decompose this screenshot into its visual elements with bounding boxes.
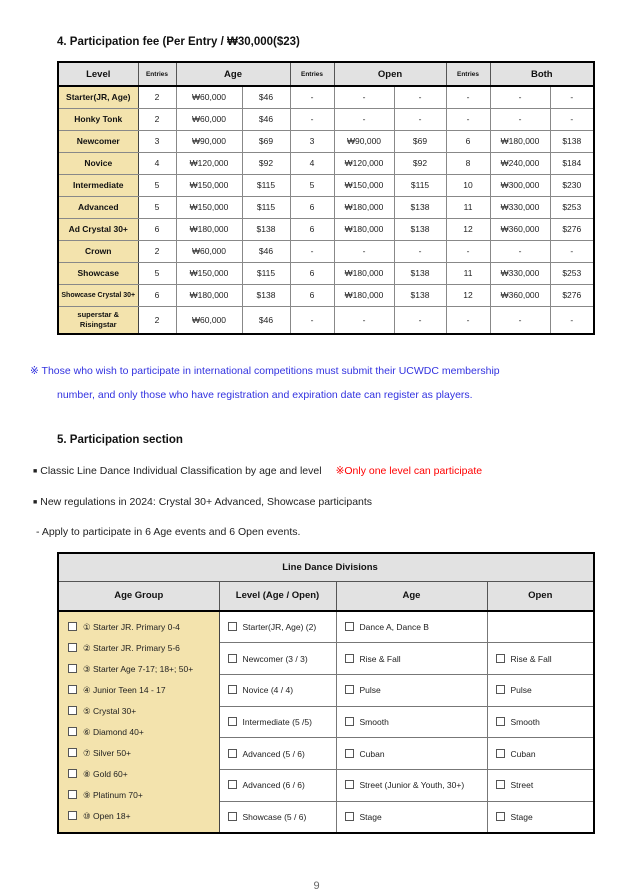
age-group-item <box>68 764 219 785</box>
division-age-cell <box>336 643 487 675</box>
checkbox[interactable] <box>228 717 237 726</box>
checkbox[interactable] <box>345 780 354 789</box>
fee-level: Showcase <box>58 262 138 284</box>
division-label: Rise & Fall <box>359 653 401 664</box>
division-label: Starter(JR, Age) (2) <box>242 622 317 633</box>
fee-cell: - <box>290 108 334 130</box>
age-group-label: ⑧ Gold 60+ <box>83 769 128 779</box>
fee-header-entries: Entries <box>138 62 176 86</box>
division-age-cell <box>336 706 487 738</box>
division-label: Smooth <box>359 716 389 727</box>
fee-cell: - <box>290 86 334 108</box>
fee-cell: - <box>550 306 594 334</box>
fee-cell: $138 <box>394 284 446 306</box>
fee-table-row <box>58 130 594 152</box>
division-open-cell <box>487 801 594 833</box>
bullet1-text: Classic Line Dance Individual Classification by age and level <box>40 465 322 477</box>
fee-cell: ₩180,000 <box>334 218 394 240</box>
fee-cell: - <box>334 86 394 108</box>
fee-cell: 12 <box>446 218 490 240</box>
fee-cell: 5 <box>138 262 176 284</box>
fee-cell: - <box>446 86 490 108</box>
division-level-cell <box>219 674 336 706</box>
division-label: Street (Junior & Youth, 30+) <box>359 780 465 791</box>
fee-cell: ₩150,000 <box>176 196 242 218</box>
checkbox[interactable] <box>496 780 505 789</box>
fee-level: Crown <box>58 240 138 262</box>
division-label: Rise & Fall <box>510 653 552 664</box>
division-age-cell <box>336 801 487 833</box>
fee-cell: $230 <box>550 174 594 196</box>
fee-cell: - <box>446 108 490 130</box>
fee-cell: ₩300,000 <box>490 174 550 196</box>
fee-cell: - <box>550 86 594 108</box>
fee-cell: 10 <box>446 174 490 196</box>
fee-cell: - <box>490 240 550 262</box>
fee-cell: ₩180,000 <box>490 130 550 152</box>
fee-cell: - <box>446 306 490 334</box>
checkbox[interactable] <box>228 812 237 821</box>
fee-cell: - <box>490 86 550 108</box>
fee-cell: 2 <box>138 306 176 334</box>
fee-cell: ₩150,000 <box>334 174 394 196</box>
fee-table-row <box>58 306 594 334</box>
fee-cell: 3 <box>138 130 176 152</box>
checkbox[interactable] <box>68 769 77 778</box>
square-bullet-icon: ■ <box>33 467 38 475</box>
checkbox[interactable] <box>68 706 77 715</box>
fee-header-entries: Entries <box>446 62 490 86</box>
fee-cell: $115 <box>242 262 290 284</box>
division-level-cell <box>219 770 336 802</box>
divisions-header-age: Age <box>336 581 487 611</box>
fee-cell: 6 <box>446 130 490 152</box>
division-label: Intermediate (5 /5) <box>242 716 312 727</box>
fee-cell: $92 <box>242 152 290 174</box>
age-group-item <box>68 701 219 722</box>
apply-line: - Apply to participate in 6 Age events and 6 Open events. <box>36 526 301 538</box>
fee-cell: $69 <box>394 130 446 152</box>
division-label: Novice (4 / 4) <box>242 685 294 696</box>
age-group-label: ⑨ Platinum 70+ <box>83 790 143 800</box>
fee-cell: 2 <box>138 240 176 262</box>
fee-cell: $253 <box>550 196 594 218</box>
fee-cell: ₩180,000 <box>176 284 242 306</box>
checkbox[interactable] <box>345 685 354 694</box>
bullet1-red-note: ※Only one level can participate <box>335 465 483 477</box>
checkbox[interactable] <box>68 748 77 757</box>
checkbox[interactable] <box>345 812 354 821</box>
division-label: Newcomer (3 / 3) <box>242 653 308 664</box>
membership-note <box>30 359 593 407</box>
fee-cell: $276 <box>550 218 594 240</box>
membership-note-line2: number, and only those who have registration and expiration date can register as players. <box>57 389 473 401</box>
fee-cell: $46 <box>242 108 290 130</box>
fee-cell: $184 <box>550 152 594 174</box>
fee-cell: $115 <box>242 174 290 196</box>
fee-table-row <box>58 218 594 240</box>
checkbox[interactable] <box>68 622 77 631</box>
checkbox[interactable] <box>496 812 505 821</box>
divisions-header-age-group: Age Group <box>58 581 219 611</box>
section4-title: 4. Participation fee (Per Entry / ₩30,000($23) <box>57 36 300 48</box>
divisions-header-row <box>58 581 594 611</box>
division-label: Pulse <box>510 685 532 696</box>
fee-cell: $115 <box>242 196 290 218</box>
fee-cell: 6 <box>290 262 334 284</box>
fee-cell: ₩60,000 <box>176 86 242 108</box>
fee-header-level: Level <box>58 62 138 86</box>
fee-cell: $138 <box>242 218 290 240</box>
age-group-item <box>68 659 219 680</box>
division-open-cell <box>487 611 594 643</box>
age-group-label: ⑥ Diamond 40+ <box>83 727 144 737</box>
fee-cell: $138 <box>550 130 594 152</box>
fee-cell: $46 <box>242 240 290 262</box>
division-open-cell <box>487 738 594 770</box>
fee-cell: 3 <box>290 130 334 152</box>
fee-cell: 4 <box>138 152 176 174</box>
fee-cell: ₩150,000 <box>176 174 242 196</box>
divisions-table-title: Line Dance Divisions <box>58 553 594 581</box>
fee-cell: - <box>394 306 446 334</box>
participation-fee-table <box>57 61 595 335</box>
fee-cell: ₩180,000 <box>334 196 394 218</box>
fee-cell: 6 <box>290 218 334 240</box>
division-label: Stage <box>510 811 533 822</box>
fee-table-row <box>58 86 594 108</box>
membership-note-line1: ※ Those who wish to participate in international competitions must submit their UCWDC membership <box>30 365 500 377</box>
checkbox[interactable] <box>496 685 505 694</box>
checkbox[interactable] <box>345 654 354 663</box>
fee-level: Honky Tonk <box>58 108 138 130</box>
age-group-label: ② Starter JR. Primary 5-6 <box>83 643 180 653</box>
checkbox[interactable] <box>68 811 77 820</box>
fee-cell: $253 <box>550 262 594 284</box>
fee-cell: 6 <box>138 284 176 306</box>
checkbox[interactable] <box>68 727 77 736</box>
fee-table-row <box>58 174 594 196</box>
page-number: 9 <box>313 880 320 892</box>
checkbox[interactable] <box>228 685 237 694</box>
fee-cell: ₩330,000 <box>490 196 550 218</box>
fee-cell: 2 <box>138 108 176 130</box>
fee-table-row <box>58 108 594 130</box>
fee-cell: ₩90,000 <box>334 130 394 152</box>
bullet-new-regulations <box>33 496 593 508</box>
fee-level: Intermediate <box>58 174 138 196</box>
fee-cell: ₩60,000 <box>176 240 242 262</box>
division-level-cell <box>219 643 336 675</box>
fee-cell: $138 <box>394 262 446 284</box>
fee-table-row <box>58 262 594 284</box>
fee-cell: ₩360,000 <box>490 218 550 240</box>
fee-cell: ₩180,000 <box>334 262 394 284</box>
fee-cell: 11 <box>446 196 490 218</box>
fee-cell: $138 <box>242 284 290 306</box>
checkbox[interactable] <box>496 749 505 758</box>
fee-cell: $138 <box>394 196 446 218</box>
fee-cell: $46 <box>242 86 290 108</box>
age-group-item <box>68 743 219 764</box>
fee-header-entries: Entries <box>290 62 334 86</box>
age-group-item <box>68 638 219 659</box>
checkbox[interactable] <box>345 622 354 631</box>
checkbox[interactable] <box>68 664 77 673</box>
bullet-classic-line-dance <box>33 465 593 477</box>
fee-cell: 6 <box>138 218 176 240</box>
division-level-cell <box>219 801 336 833</box>
fee-cell: ₩240,000 <box>490 152 550 174</box>
fee-cell: $115 <box>394 174 446 196</box>
division-label: Cuban <box>359 748 385 759</box>
age-group-item <box>68 722 219 743</box>
division-label: Stage <box>359 811 382 822</box>
divisions-header-open: Open <box>487 581 594 611</box>
division-level-cell <box>219 611 336 643</box>
checkbox[interactable] <box>496 654 505 663</box>
fee-cell: ₩330,000 <box>490 262 550 284</box>
fee-cell: - <box>394 86 446 108</box>
fee-cell: ₩120,000 <box>176 152 242 174</box>
checkbox[interactable] <box>228 654 237 663</box>
age-group-label: ⑦ Silver 50+ <box>83 748 132 758</box>
division-age-cell <box>336 674 487 706</box>
fee-cell: $69 <box>242 130 290 152</box>
fee-cell: $92 <box>394 152 446 174</box>
fee-cell: - <box>550 108 594 130</box>
square-bullet-icon: ■ <box>33 498 38 506</box>
division-open-cell <box>487 770 594 802</box>
fee-cell: 2 <box>138 86 176 108</box>
fee-cell: 12 <box>446 284 490 306</box>
fee-level: Advanced <box>58 196 138 218</box>
fee-cell: 6 <box>290 196 334 218</box>
age-group-cell <box>58 611 219 833</box>
divisions-title-row <box>58 553 594 581</box>
division-age-cell <box>336 738 487 770</box>
division-label: Cuban <box>510 748 536 759</box>
fee-cell: ₩180,000 <box>334 284 394 306</box>
fee-table-row <box>58 196 594 218</box>
fee-cell: 4 <box>290 152 334 174</box>
division-open-cell <box>487 643 594 675</box>
division-label: Smooth <box>510 716 540 727</box>
age-group-label: ④ Junior Teen 14 - 17 <box>83 685 166 695</box>
checkbox[interactable] <box>228 749 237 758</box>
fee-cell: - <box>334 108 394 130</box>
checkbox[interactable] <box>68 790 77 799</box>
fee-table-row <box>58 152 594 174</box>
divisions-header-level: Level (Age / Open) <box>219 581 336 611</box>
division-open-cell <box>487 706 594 738</box>
fee-level: Novice <box>58 152 138 174</box>
fee-cell: $138 <box>394 218 446 240</box>
fee-cell: 11 <box>446 262 490 284</box>
divisions-row <box>58 611 594 643</box>
age-group-item <box>68 680 219 701</box>
division-age-cell <box>336 611 487 643</box>
section5-title: 5. Participation section <box>57 434 183 446</box>
fee-cell: 8 <box>446 152 490 174</box>
fee-level: Newcomer <box>58 130 138 152</box>
fee-cell: - <box>550 240 594 262</box>
fee-header-age: Age <box>176 62 290 86</box>
fee-cell: - <box>334 240 394 262</box>
age-group-item <box>68 806 219 827</box>
fee-cell: 5 <box>138 174 176 196</box>
age-group-label: ⑤ Crystal 30+ <box>83 706 137 716</box>
division-age-cell <box>336 770 487 802</box>
fee-level: superstar & Risingstar <box>58 306 138 334</box>
fee-cell: $46 <box>242 306 290 334</box>
fee-cell: - <box>490 108 550 130</box>
age-group-item <box>68 617 219 638</box>
fee-cell: ₩150,000 <box>176 262 242 284</box>
checkbox[interactable] <box>68 643 77 652</box>
age-group-label: ③ Starter Age 7-17; 18+; 50+ <box>83 664 194 674</box>
fee-cell: ₩60,000 <box>176 108 242 130</box>
fee-header-open: Open <box>334 62 446 86</box>
checkbox[interactable] <box>345 717 354 726</box>
fee-cell: - <box>290 306 334 334</box>
fee-cell: - <box>334 306 394 334</box>
fee-level: Starter(JR, Age) <box>58 86 138 108</box>
fee-cell: ₩180,000 <box>176 218 242 240</box>
age-group-label: ① Starter JR. Primary 0-4 <box>83 622 180 632</box>
fee-cell: - <box>394 108 446 130</box>
division-label: Street <box>510 780 534 791</box>
fee-cell: 5 <box>138 196 176 218</box>
division-label: Pulse <box>359 685 381 696</box>
fee-cell: - <box>490 306 550 334</box>
checkbox[interactable] <box>228 780 237 789</box>
division-label: Showcase (5 / 6) <box>242 811 307 822</box>
fee-table-row <box>58 240 594 262</box>
age-group-label: ⑩ Open 18+ <box>83 811 131 821</box>
division-level-cell <box>219 706 336 738</box>
division-open-cell <box>487 674 594 706</box>
fee-cell: ₩60,000 <box>176 306 242 334</box>
fee-level: Showcase Crystal 30+ <box>58 284 138 306</box>
fee-level: Ad Crystal 30+ <box>58 218 138 240</box>
fee-cell: ₩120,000 <box>334 152 394 174</box>
fee-header-both: Both <box>490 62 594 86</box>
fee-table-row <box>58 284 594 306</box>
division-label: Advanced (6 / 6) <box>242 780 305 791</box>
fee-cell: - <box>394 240 446 262</box>
fee-table-header-row <box>58 62 594 86</box>
fee-cell: 6 <box>290 284 334 306</box>
checkbox[interactable] <box>228 622 237 631</box>
checkbox[interactable] <box>496 717 505 726</box>
division-label: Advanced (5 / 6) <box>242 748 305 759</box>
fee-cell: ₩90,000 <box>176 130 242 152</box>
fee-cell: $276 <box>550 284 594 306</box>
age-group-item <box>68 785 219 806</box>
division-label: Dance A, Dance B <box>359 622 429 633</box>
checkbox[interactable] <box>68 685 77 694</box>
bullet2-text: New regulations in 2024: Crystal 30+ Advanced, Showcase participants <box>40 496 373 508</box>
line-dance-divisions-table <box>57 552 595 834</box>
fee-cell: - <box>446 240 490 262</box>
fee-cell: 5 <box>290 174 334 196</box>
division-level-cell <box>219 738 336 770</box>
fee-cell: ₩360,000 <box>490 284 550 306</box>
checkbox[interactable] <box>345 749 354 758</box>
fee-cell: - <box>290 240 334 262</box>
